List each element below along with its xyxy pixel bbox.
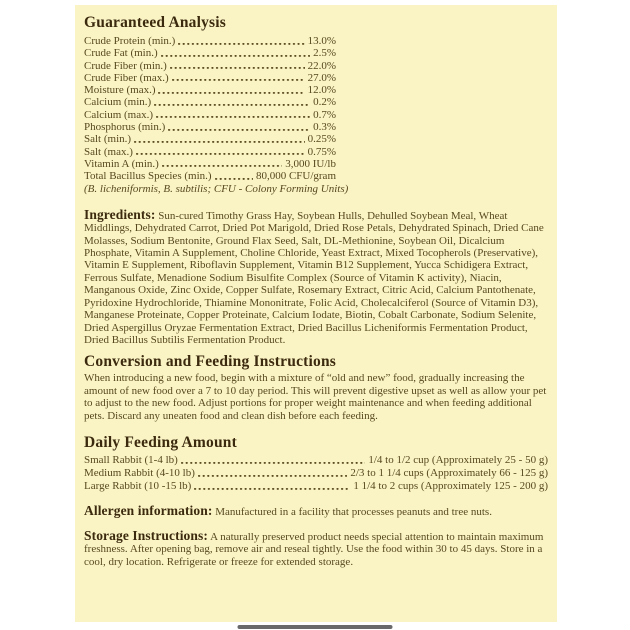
analysis-row <box>84 158 336 170</box>
guaranteed-analysis-section <box>84 14 548 195</box>
analysis-row <box>84 170 336 182</box>
analysis-footnote: (B. licheniformis, B. subtilis; CFU - Colony Forming Units) <box>84 182 349 195</box>
analysis-value: 22.0% <box>307 59 336 72</box>
analysis-label: Crude Protein (min.) <box>84 35 176 47</box>
dotted-leader <box>170 60 305 72</box>
feeding-label: Medium Rabbit (4-10 lb) <box>84 466 195 479</box>
feeding-row <box>84 480 548 493</box>
daily-feeding-section <box>84 434 548 492</box>
analysis-row <box>84 60 336 72</box>
daily-feeding-title: Daily Feeding Amount <box>84 433 237 451</box>
ingredients-section <box>84 206 548 346</box>
ingredients-paragraph <box>84 206 548 346</box>
analysis-value: 80,000 CFU/gram <box>255 170 336 183</box>
conversion-title: Conversion and Feeding Instructions <box>84 353 337 371</box>
storage-section <box>84 527 548 568</box>
dotted-leader <box>194 480 350 493</box>
allergen-paragraph <box>84 505 548 518</box>
dotted-leader <box>198 467 347 480</box>
guaranteed-analysis-table <box>84 35 336 183</box>
dotted-leader <box>158 84 304 96</box>
analysis-row <box>84 146 336 158</box>
analysis-label: Calcium (min.) <box>84 96 152 109</box>
home-indicator-bar <box>238 625 393 630</box>
analysis-value: 0.2% <box>313 96 336 109</box>
analysis-label: Crude Fiber (min.) <box>84 59 167 72</box>
analysis-value: 2.5% <box>313 47 336 60</box>
daily-feeding-table <box>84 454 548 492</box>
dotted-leader <box>136 146 305 158</box>
dotted-leader <box>172 72 305 84</box>
feeding-value: 1/4 to 1/2 cup (Approximately 25 - 50 g) <box>368 453 548 466</box>
dotted-leader <box>162 158 282 170</box>
analysis-value: 12.0% <box>307 84 336 97</box>
dotted-leader <box>154 96 310 108</box>
analysis-row <box>84 133 336 145</box>
feeding-label: Small Rabbit (1-4 lb) <box>84 453 178 466</box>
analysis-value: 0.75% <box>307 145 336 158</box>
allergen-section <box>84 505 548 518</box>
feeding-value: 2/3 to 1 1/4 cups (Approximately 66 - 125 g) <box>350 466 548 479</box>
label-panel <box>75 5 557 622</box>
feeding-row <box>84 467 548 480</box>
analysis-value: 0.25% <box>307 133 336 146</box>
storage-paragraph <box>84 527 548 568</box>
analysis-value: 0.3% <box>313 121 336 134</box>
analysis-label: Vitamin A (min.) <box>84 157 159 170</box>
analysis-value: 3,000 IU/lb <box>285 157 336 170</box>
dotted-leader <box>134 133 305 145</box>
analysis-label: Salt (max.) <box>84 145 133 158</box>
storage-text: A naturally preserved product needs special attention to maintain maximum freshness. After opening bag, remove air and reseal tightly. Use the food within 30 to 45 days. Store in a cool, dry location. Refrigerate or freeze for extended storage. <box>84 530 544 568</box>
feeding-value: 1 1/4 to 2 cups (Approximately 125 - 200 g) <box>353 479 548 492</box>
allergen-text: Manufactured in a facility that processes peanuts and tree nuts. <box>215 506 492 519</box>
analysis-value: 27.0% <box>307 71 336 84</box>
dotted-leader <box>161 47 310 59</box>
analysis-row <box>84 121 336 133</box>
analysis-row <box>84 109 336 121</box>
analysis-label: Crude Fiber (max.) <box>84 71 169 84</box>
dotted-leader <box>215 170 253 182</box>
dotted-leader <box>178 35 304 47</box>
analysis-label: Moisture (max.) <box>84 84 156 97</box>
analysis-row <box>84 35 336 47</box>
conversion-section <box>84 353 548 422</box>
ingredients-heading: Ingredients: <box>84 206 156 222</box>
analysis-row <box>84 84 336 96</box>
analysis-row <box>84 96 336 108</box>
analysis-label: Total Bacillus Species (min.) <box>84 170 212 183</box>
analysis-value: 0.7% <box>313 108 336 121</box>
allergen-heading: Allergen information: <box>84 503 213 519</box>
analysis-label: Calcium (max.) <box>84 108 154 121</box>
analysis-row <box>84 47 336 59</box>
analysis-value: 13.0% <box>307 35 336 47</box>
storage-heading: Storage Instructions: <box>84 527 208 543</box>
dotted-leader <box>156 109 310 121</box>
dotted-leader <box>168 121 310 133</box>
analysis-label: Crude Fat (min.) <box>84 47 158 60</box>
feeding-label: Large Rabbit (10 -15 lb) <box>84 479 192 492</box>
ingredients-text: Sun-cured Timothy Grass Hay, Soybean Hulls, Dehulled Soybean Meal, Wheat Middlings, Dehydrated Carrot, Dried Pot Marigold, Dried Rose Petals, Dehydrated Spinach, Dried Cane Molasses, Sodium Bentonite, Ground Flax Seed, Salt, DL-Methionine, Soybean Oil, Dicalcium Phosphate, Vitamin A Supplement, Choline Chloride, Yeast Extract, Mixed Tocopherols (Preservative), Vitamin E Supplement, Riboflavin Supplement, Vitamin B12 Supplement, Yucca Schidigera Extract, Ferrous Sulfate, Menadione Sodium Bisulfite Complex (Source of Vitamin K activity), Niacin, Manganous Oxide, Zinc Oxide, Copper Sulfate, Rosemary Extract, Citric Acid, Calcium Pantothenate, Pyridoxine Hydrochloride, Thiamine Mononitrate, Folic Acid, Cholecalciferol (Source of Vitamin D3), Manganese Proteinate, Copper Proteinate, Calcium Iodate, Biotin, Cobalt Carbonate, Sodium Selenite, Dried Aspergillus Oryzae Fermentation Extract, Dried Bacillus Licheniformis Fermentation Product, Dried Bacillus Subtilis Fermentation Product. <box>84 209 544 346</box>
guaranteed-analysis-title: Guaranteed Analysis <box>84 14 227 31</box>
dotted-leader <box>181 454 366 467</box>
analysis-label: Phosphorus (min.) <box>84 121 166 134</box>
conversion-text: When introducing a new food, begin with a mixture of “old and new” food, gradually increasing the amount of new food over a 7 to 10 day period. This will prevent digestive upset as well as allow your pet to adjust to the new food. Adjust portions for proper weight maintenance and when feeding additional pets. Discard any uneaten food and clean dish before each feeding. <box>84 372 547 422</box>
feeding-row <box>84 454 548 467</box>
analysis-label: Salt (min.) <box>84 133 132 146</box>
analysis-row <box>84 72 336 84</box>
